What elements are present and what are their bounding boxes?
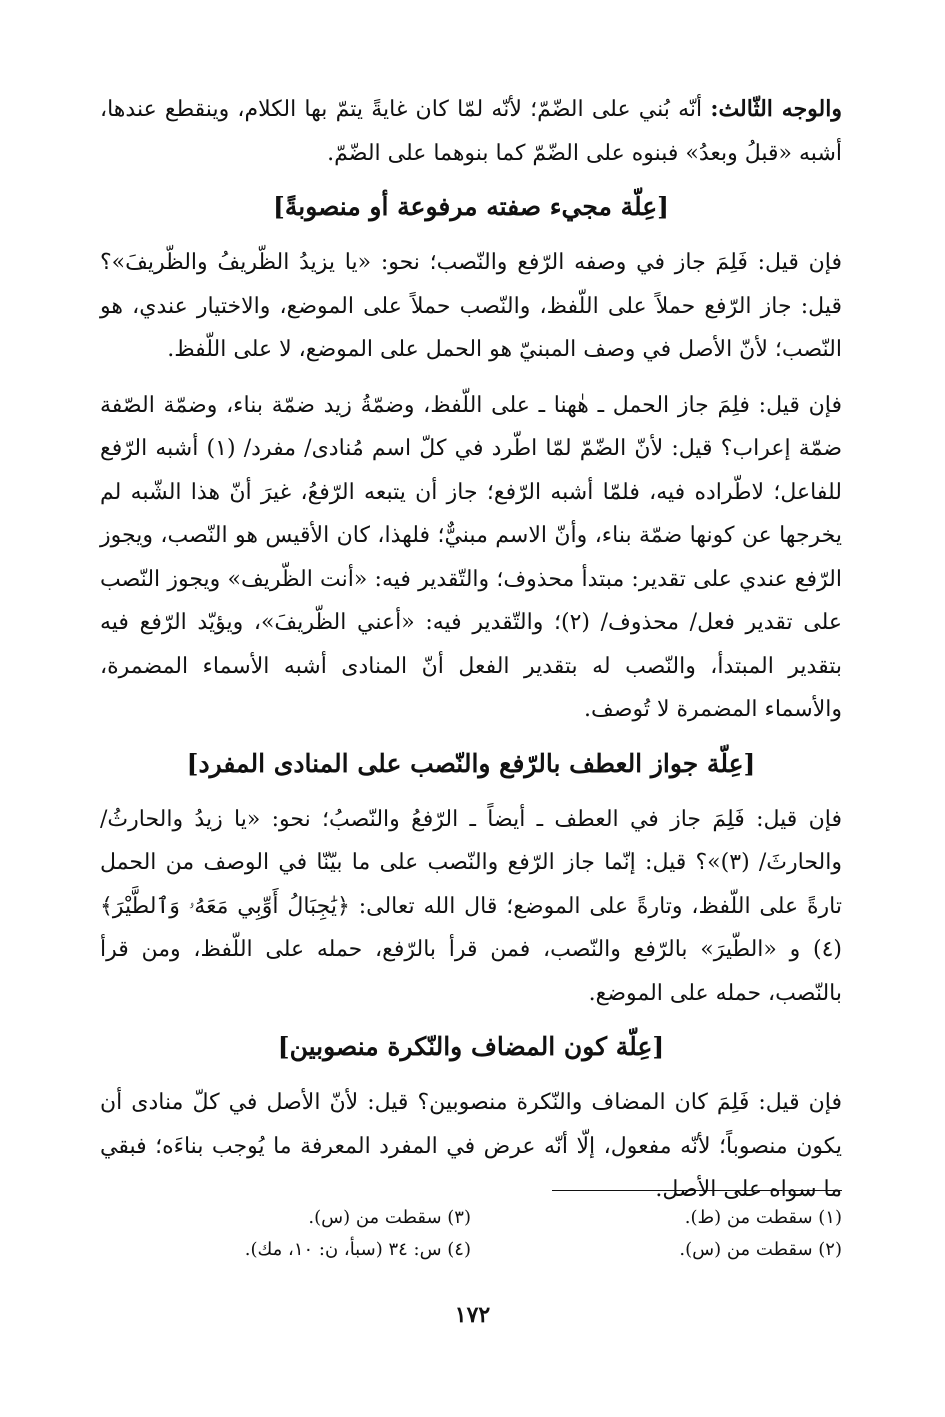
paragraph-mudaf: فإن قيل: فَلِمَ كان المضاف والنّكرة منصوبين؟ قيل: لأنّ الأصل في كلّ منادى أن يكون منصوباً؛ لأنّه مفعول، إلّا أنّه عرض في المفرد المعرفة ما يُوجب بناءَه؛ فبقي ما سواه على الأصل. bbox=[100, 1090, 843, 1202]
footnote-divider bbox=[552, 1190, 842, 1191]
footnote-grid bbox=[100, 1205, 842, 1263]
footnotes bbox=[100, 1190, 842, 1263]
paragraph-text: أنّه بُني على الضّمّ؛ لأنّه لمّا كان غايةً يتمّ بها الكلام، وينقطع عندها، أشبه «قبلُ وبعدُ» فبنوه على الضّمّ كما بنوهما على الضّمّ. bbox=[100, 97, 842, 166]
footnote-1: (١) سقطت من (ط). bbox=[684, 1207, 842, 1228]
footnote-4: (٤) س: ٣٤ (سبأ، ن: ١٠، مك). bbox=[244, 1239, 471, 1260]
page-number: ١٧٢ bbox=[454, 1302, 491, 1328]
paragraph-adjective-case: فإن قيل: فَلِمَ جاز في وصفه الرّفع والنّصب؛ نحو: «يا يزيدُ الظّريفُ والظّريفَ»؟ قيل: جاز الرّفع حملاً على اللّفظ، والنّصب حملاً على الموضع، والاختيار عندي، هو النّصب؛ لأنّ الأصل في وصف المبنيّ هو الحمل على الموضع، لا على اللّفظ. bbox=[100, 250, 842, 362]
paragraph-adjective-reason: فإن قيل: فلِمَ جاز الحمل ـ هٰهنا ـ على اللّفظ، وضمّةُ زيد ضمّة بناء، وضمّة الصّفة ضمّة إعراب؟ قيل: لأنّ الضّمّ لمّا اطّرد في كلّ اسم مُنادى/ مفرد/ (١) أشبه الرّفع للفاعل؛ لاطّراده فيه، فلمّا أشبه الرّفع؛ جاز أن يتبعه الرّفعُ، غيرَ أنّ هذا الشّبه لم يخرجها عن كونها ضمّة بناء، وأنّ الاسم مبنيٌّ؛ فلهذا، كان الأقيس هو النّصب، ويجوز الرّفع عندي على تقدير: مبتدأ محذوف؛ والتّقدير فيه: «أنت الظّريف» ويجوز النّصب على تقدير فعل/ محذوف/ (٢)؛ والتّقدير فيه: «أعني الظّريفَ»، ويؤيّد الرّفع فيه بتقدير المبتدأ، والنّصب له بتقدير الفعل أنّ المنادى أشبه الأسماء المضمرة، والأسماء المضمرة لا تُوصف. bbox=[100, 392, 843, 722]
section-heading-mudaf: [عِلّة كون المضاف والنّكرة منصوبين] bbox=[277, 1032, 665, 1061]
paragraph-conjunction: فإن قيل: فَلِمَ جاز في العطف ـ أيضاً ـ الرّفعُ والنّصبُ؛ نحو: «يا زيدُ والحارثُ/ والحارثَ/ (٣)»؟ قيل: إنّما جاز الرّفع والنّصب على ما بيّنّا في الوصف من الحمل تارةً على اللّفظ، وتارةً على الموضع؛ قال الله تعالى: ﴿يَٰجِبَالُ أَوِّبِي مَعَهُۥ وَٱلطَّيْرَ﴾ (٤) و «الطّيرَ» بالرّفع والنّصب، فمن قرأ بالرّفع، حمله على اللّفظ، ومن قرأ بالنّصب، حمله على الموضع. bbox=[100, 806, 842, 1006]
paragraph-lead: والوجه الثّالث: bbox=[710, 96, 842, 122]
section-heading-conjunction: [عِلّة جواز العطف بالرّفع والنّصب على المنادى المفرد] bbox=[186, 748, 756, 778]
footnote-2: (٢) سقطت من (س). bbox=[679, 1239, 842, 1260]
paragraph-third-reason bbox=[100, 88, 842, 175]
footnote-3: (٣) سقطت من (س). bbox=[308, 1207, 471, 1228]
page-body bbox=[100, 88, 842, 1224]
section-heading-adjective: [عِلّة مجيء صفته مرفوعة أو منصوبةً] bbox=[273, 192, 669, 221]
